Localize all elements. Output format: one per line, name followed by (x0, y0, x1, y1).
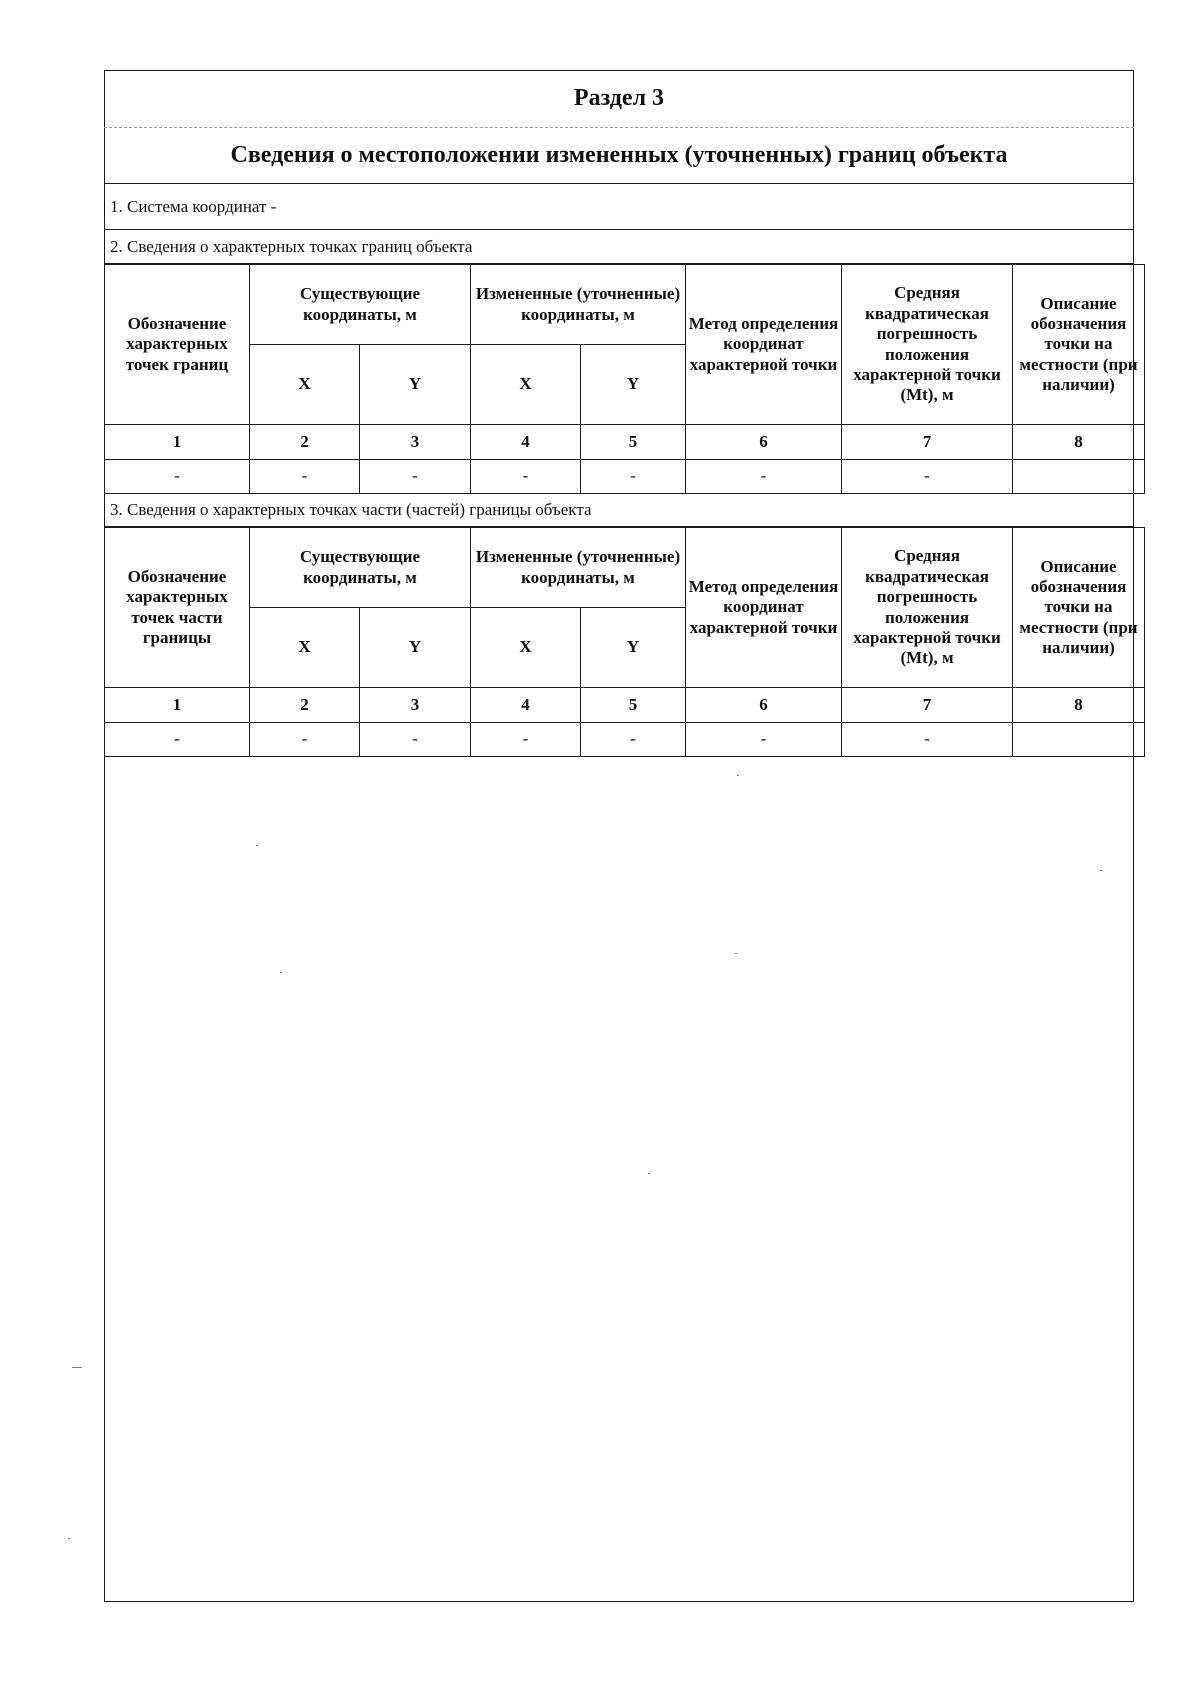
table-row (105, 723, 1145, 757)
table1-header-y1: Y (360, 345, 471, 425)
table1-header-error: Средняя квадратическая погрешность положения характерной точки (Mt), м (842, 265, 1013, 425)
section-subtitle: Сведения о местоположении измененных (уточненных) границ объекта (230, 142, 1008, 168)
table2-header-x1: X (250, 608, 360, 688)
coordinate-system-line: 1. Система координат - (104, 184, 1134, 230)
scan-speck (72, 1367, 82, 1368)
table2-caption: 3. Сведения о характерных точках части (частей) границы объекта (104, 493, 1134, 527)
table2-cell: - (105, 723, 250, 757)
table2-cell: - (686, 723, 842, 757)
table1 (104, 264, 1145, 494)
table1-cell: - (471, 460, 581, 494)
table1-col-number: 7 (842, 425, 1013, 460)
table-row (105, 460, 1145, 494)
scan-speck (256, 845, 258, 846)
section-title-row (104, 70, 1134, 128)
table1-col-number: 5 (581, 425, 686, 460)
table2-header-method: Метод определения координат характерной точки (686, 528, 842, 688)
table2-cell: - (250, 723, 360, 757)
table2-col-number: 2 (250, 688, 360, 723)
table1-header-description: Описание обозначения точки на местности (при наличии) (1013, 265, 1145, 425)
table2-cell: - (360, 723, 471, 757)
table1-cell: - (250, 460, 360, 494)
table2-col-number: 6 (686, 688, 842, 723)
table1-col-number: 8 (1013, 425, 1145, 460)
table2-cell: - (842, 723, 1013, 757)
table1-cell: - (360, 460, 471, 494)
table1-col-number: 1 (105, 425, 250, 460)
table1-header-method: Метод определения координат характерной точки (686, 265, 842, 425)
table2-header-y1: Y (360, 608, 471, 688)
table1-header-existing: Существующие координаты, м (250, 265, 471, 345)
section-subtitle-row (104, 128, 1134, 184)
table1-col-number: 2 (250, 425, 360, 460)
scan-speck (735, 953, 737, 954)
table1-cell: - (686, 460, 842, 494)
table1-caption: 2. Сведения о характерных точках границ объекта (104, 230, 1134, 264)
table2-header-x2: X (471, 608, 581, 688)
scan-speck (1100, 870, 1102, 871)
table1-header-y2: Y (581, 345, 686, 425)
table2-cell: - (471, 723, 581, 757)
table2-col-number: 4 (471, 688, 581, 723)
table2-header-y2: Y (581, 608, 686, 688)
table2 (104, 527, 1145, 757)
table1-header-point: Обозначение характерных точек границ (105, 265, 250, 425)
table2-header-description: Описание обозначения точки на местности (при наличии) (1013, 528, 1145, 688)
table2-col-number: 3 (360, 688, 471, 723)
table2-header-error: Средняя квадратическая погрешность положения характерной точки (Mt), м (842, 528, 1013, 688)
scan-speck (68, 1538, 70, 1539)
table1-col-number: 6 (686, 425, 842, 460)
scan-speck (280, 972, 282, 973)
table2-col-number: 8 (1013, 688, 1145, 723)
table2-cell: - (581, 723, 686, 757)
table2-cell (1013, 723, 1145, 757)
table1-cell: - (581, 460, 686, 494)
table2-header-point: Обозначение характерных точек части границы (105, 528, 250, 688)
table1-col-number: 4 (471, 425, 581, 460)
table1-col-number: 3 (360, 425, 471, 460)
table1-cell: - (842, 460, 1013, 494)
table2-header-changed: Измененные (уточненные) координаты, м (471, 528, 686, 608)
scan-speck (648, 1173, 650, 1174)
table1-cell (1013, 460, 1145, 494)
section-title: Раздел 3 (573, 85, 665, 111)
table2-col-number: 7 (842, 688, 1013, 723)
table1-cell: - (105, 460, 250, 494)
table1-header-x1: X (250, 345, 360, 425)
table1-header-x2: X (471, 345, 581, 425)
table1-header-changed: Измененные (уточненные) координаты, м (471, 265, 686, 345)
scan-speck (737, 775, 739, 776)
table2-header-existing: Существующие координаты, м (250, 528, 471, 608)
table2-col-number: 1 (105, 688, 250, 723)
table2-col-number: 5 (581, 688, 686, 723)
